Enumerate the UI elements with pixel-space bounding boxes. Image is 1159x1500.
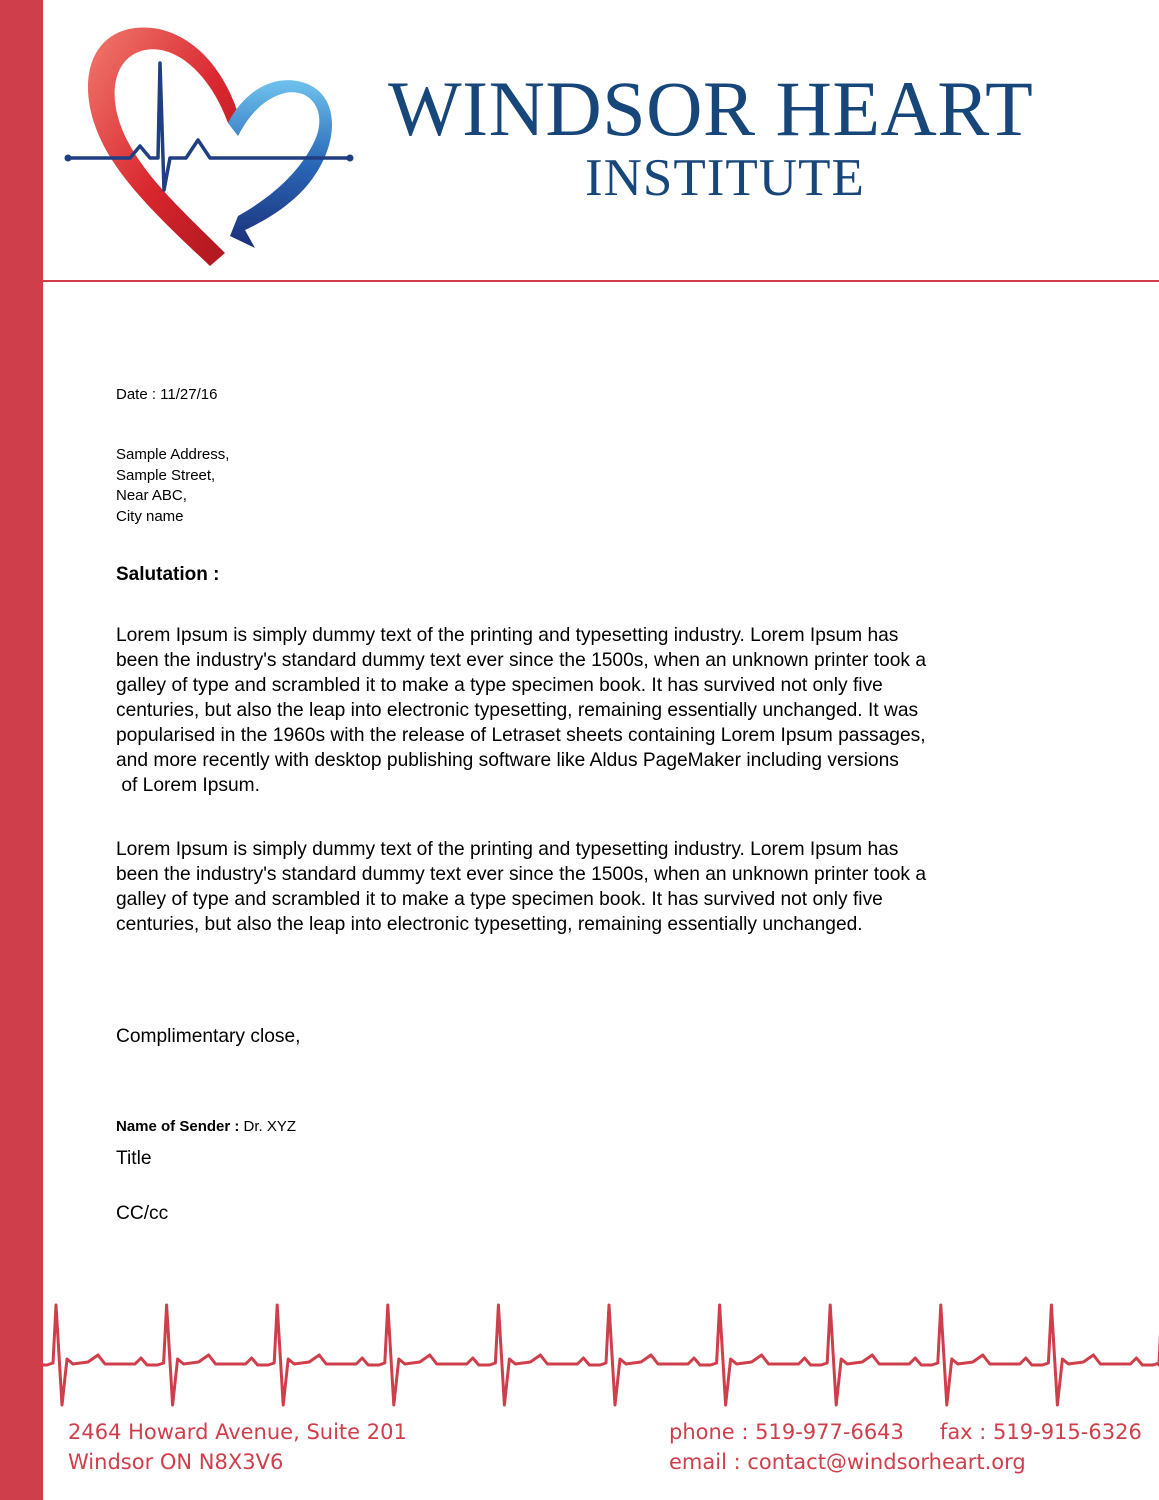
left-accent-bar	[0, 0, 43, 1500]
brand-name: WINDSOR HEART	[388, 65, 1034, 152]
footer-contact	[669, 1417, 1142, 1477]
salutation: Salutation :	[116, 564, 220, 585]
address-line: City name	[116, 507, 184, 525]
paragraph-line: centuries, but also the leap into electronic typesetting, remaining essentially unchanged.	[116, 914, 863, 935]
paragraph-line: Lorem Ipsum is simply dummy text of the printing and typesetting industry. Lorem Ipsum has	[116, 839, 899, 860]
address-line: Sample Street,	[116, 466, 216, 484]
footer-fax: fax : 519-915-6326	[939, 1420, 1142, 1444]
sender-name: Dr. XYZ	[239, 1118, 297, 1135]
paragraph-line: of Lorem Ipsum.	[116, 775, 260, 796]
footer-email[interactable]: email : contact@windsorheart.org	[669, 1450, 1026, 1474]
paragraph-line: galley of type and scrambled it to make a type specimen book. It has survived not only five	[116, 675, 883, 696]
footer-address	[68, 1417, 407, 1477]
sender-line	[116, 1118, 296, 1135]
letter-date: Date : 11/27/16	[116, 386, 218, 403]
address-line: Sample Address,	[116, 446, 230, 463]
carbon-copy: CC/cc	[116, 1203, 169, 1224]
ecg-line-graphic	[43, 1295, 1159, 1415]
footer-phone: phone : 519-977-6643	[669, 1420, 904, 1444]
header-divider	[43, 280, 1159, 282]
paragraph-line: centuries, but also the leap into electronic typesetting, remaining essentially unchanged. It was	[116, 700, 919, 721]
recipient-address	[116, 445, 229, 527]
paragraph-line: Lorem Ipsum is simply dummy text of the printing and typesetting industry. Lorem Ipsum has	[116, 625, 899, 646]
paragraph-line: been the industry's standard dummy text ever since the 1500s, when an unknown printer took a	[116, 650, 927, 671]
footer-address-line: 2464 Howard Avenue, Suite 201	[68, 1420, 407, 1444]
footer-address-line: Windsor ON N8X3V6	[68, 1450, 284, 1474]
sender-title: Title	[116, 1148, 152, 1169]
paragraph-line: galley of type and scrambled it to make a type specimen book. It has survived not only five	[116, 889, 883, 910]
sender-label: Name of Sender :	[116, 1118, 240, 1135]
brand-subtitle: INSTITUTE	[585, 149, 865, 207]
paragraph-line: been the industry's standard dummy text ever since the 1500s, when an unknown printer took a	[116, 864, 927, 885]
heart-ribbon-ecg-logo	[60, 18, 360, 273]
address-line: Near ABC,	[116, 487, 187, 504]
body-paragraph-1	[116, 623, 1016, 798]
paragraph-line: and more recently with desktop publishing software like Aldus PageMaker including versions	[116, 750, 899, 771]
body-paragraph-2	[116, 837, 1016, 937]
complimentary-close: Complimentary close,	[116, 1026, 301, 1047]
paragraph-line: popularised in the 1960s with the release of Letraset sheets containing Lorem Ipsum passages,	[116, 725, 926, 746]
